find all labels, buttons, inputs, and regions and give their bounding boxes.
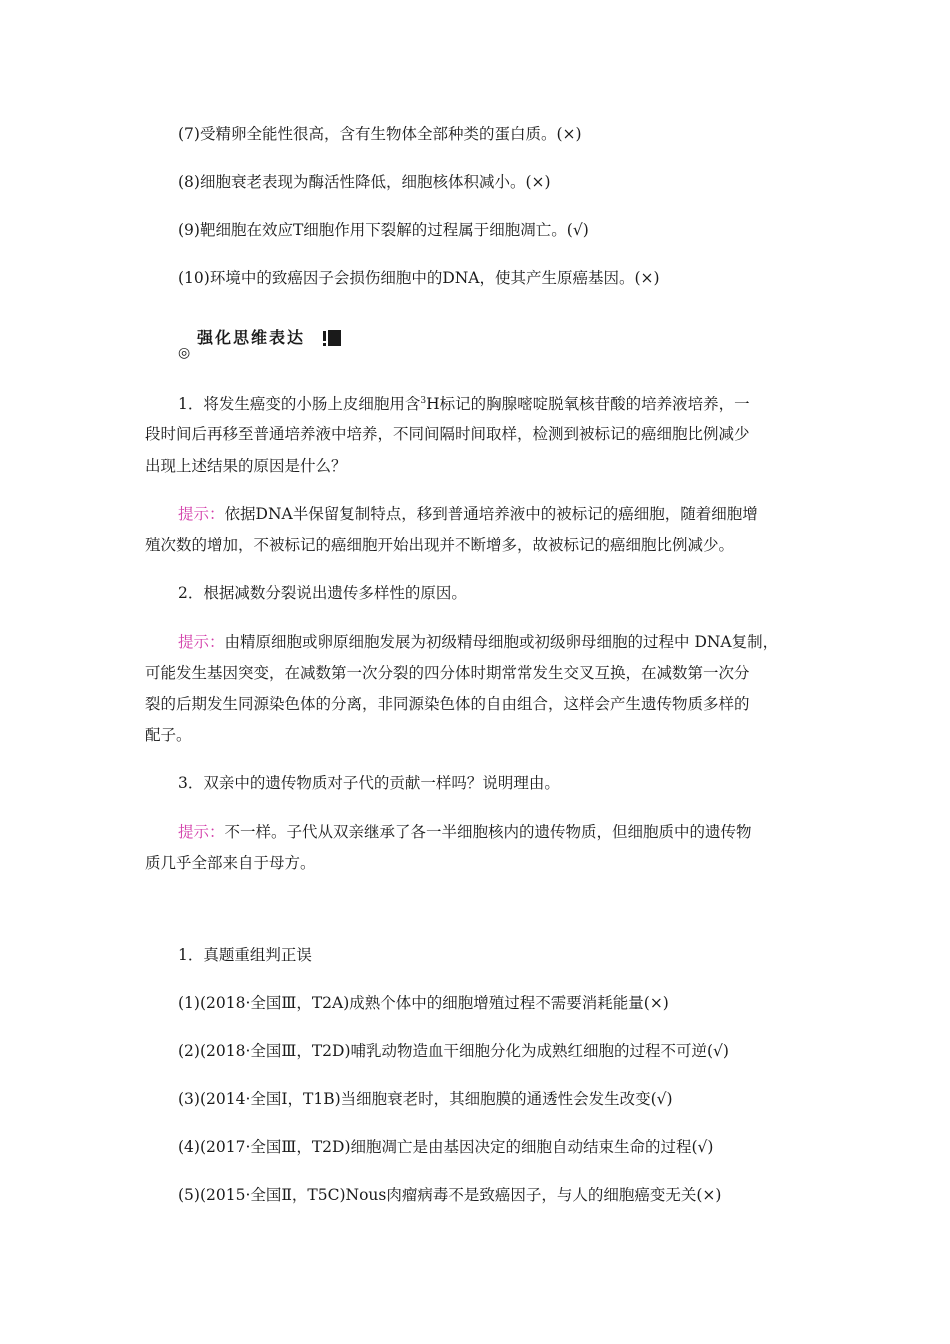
title-decoration-icon [323, 330, 341, 346]
hint-2-line-1: 提示：由精原细胞或卵原细胞发展为初级精母细胞或初级卵母细胞的过程中 DNA复制， [178, 633, 779, 651]
hint-3-line-1: 提示：不一样。子代从双亲继承了各一半细胞核内的遗传物质，但细胞质中的遗传物 [178, 823, 752, 841]
hint-2-line-2: 可能发生基因突变，在减数第一次分裂的四分体时期常常发生交叉互换，在减数第一次分 [145, 664, 750, 682]
question-1-line-1: 1．将发生癌变的小肠上皮细胞用含$^3$H标记的胸腺嘧啶脱氧核苷酸的培养液培养，一 [178, 395, 750, 413]
hint-label: 提示： [178, 633, 225, 651]
hint-1-line-2: 殖次数的增加，不被标记的癌细胞开始出现并不断增多，故被标记的癌细胞比例减少。 [145, 536, 735, 554]
hint-2-line-4: 配子。 [145, 726, 192, 744]
exam-heading: 1．真题重组判正误 [178, 946, 312, 964]
question-3-line-1: 3．双亲中的遗传物质对子代的贡献一样吗？说明理由。 [178, 774, 560, 792]
judgment-item-10: (10)环境中的致癌因子会损伤细胞中的DNA，使其产生原癌基因。(×) [178, 269, 660, 287]
hint-3-line-2: 质几乎全部来自于母方。 [145, 854, 316, 872]
section-title: 强化思维表达 [197, 328, 306, 347]
circle-mark-icon: ◎ [178, 345, 191, 361]
judgment-item-7: (7)受精卵全能性很高，含有生物体全部种类的蛋白质。(×) [178, 125, 582, 143]
exam-item-3: (3)(2014·全国Ⅰ，T1B)当细胞衰老时，其细胞膜的通透性会发生改变(√) [178, 1090, 673, 1108]
exam-item-1: (1)(2018·全国Ⅲ，T2A)成熟个体中的细胞增殖过程不需要消耗能量(×) [178, 994, 669, 1012]
question-2-line-1: 2．根据减数分裂说出遗传多样性的原因。 [178, 584, 467, 602]
hint-2-line-3: 裂的后期发生同源染色体的分离，非同源染色体的自由组合，这样会产生遗传物质多样的 [145, 695, 750, 713]
hint-label: 提示： [178, 505, 225, 523]
judgment-item-8: (8)细胞衰老表现为酶活性降低，细胞核体积减小。(×) [178, 173, 551, 191]
hint-label: 提示： [178, 823, 225, 841]
judgment-item-9: (9)靶细胞在效应T细胞作用下裂解的过程属于细胞凋亡。(√) [178, 221, 589, 239]
question-1-line-3: 出现上述结果的原因是什么？ [145, 457, 347, 475]
exam-item-2: (2)(2018·全国Ⅲ，T2D)哺乳动物造血干细胞分化为成熟红细胞的过程不可逆(√) [178, 1042, 729, 1060]
exam-item-5: (5)(2015·全国Ⅱ，T5C)Nous肉瘤病毒不是致癌因子，与人的细胞癌变无关(×) [178, 1186, 722, 1204]
question-1-line-2: 段时间后再移至普通培养液中培养，不同间隔时间取样，检测到被标记的癌细胞比例减少 [145, 425, 750, 443]
exam-item-4: (4)(2017·全国Ⅲ，T2D)细胞凋亡是由基因决定的细胞自动结束生命的过程(√) [178, 1138, 714, 1156]
hint-1-line-1: 提示：依据DNA半保留复制特点，移到普通培养液中的被标记的癌细胞，随着细胞增 [178, 505, 758, 523]
